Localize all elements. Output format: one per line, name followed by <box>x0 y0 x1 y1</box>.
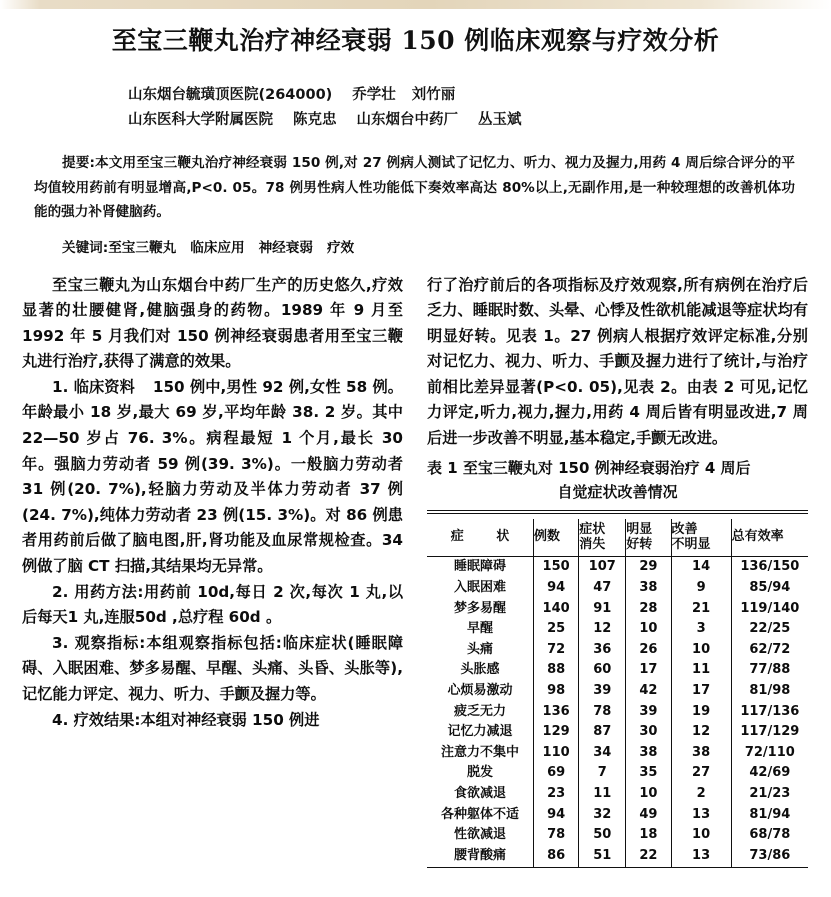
cell-total-rate: 81/98 <box>731 680 808 701</box>
table-caption-line-1: 表 1 至宝三鞭丸对 150 例神经衰弱治疗 4 周后 <box>427 458 751 477</box>
cell-total-rate: 21/23 <box>731 783 808 804</box>
cell-total-rate: 77/88 <box>731 660 808 681</box>
cell-total-rate: 85/94 <box>731 577 808 598</box>
table-row <box>427 783 808 804</box>
cell-symptom: 腰背酸痛 <box>453 847 506 863</box>
cell-disappeared: 34 <box>579 742 626 763</box>
keyword-item: 临床应用 <box>190 239 245 256</box>
cell-disappeared: 7 <box>579 763 626 784</box>
cell-cases: 98 <box>533 680 578 701</box>
cell-disappeared: 91 <box>579 598 626 619</box>
cell-disappeared: 87 <box>579 722 626 743</box>
keyword-item: 疗效 <box>326 239 355 256</box>
table-row <box>427 619 808 640</box>
table-row <box>427 763 808 784</box>
section-4-heading: 4. 疗效结果: <box>52 710 141 729</box>
cell-symptom: 各种躯体不适 <box>440 806 519 822</box>
journal-page <box>0 9 831 897</box>
table-row <box>427 556 808 577</box>
section-2-text: 用药前 10d,每日 2 次,每次 1 丸,以后每天1 丸,连服50d ,总疗程 60d 。 <box>22 582 404 627</box>
table-row <box>427 845 808 867</box>
cell-no-improvement: 12 <box>671 722 731 743</box>
table-row <box>427 701 808 722</box>
cell-total-rate: 136/150 <box>731 556 808 577</box>
cell-no-improvement: 27 <box>671 763 731 784</box>
cell-symptom: 睡眠障碍 <box>453 559 506 575</box>
keyword-item: 神经衰弱 <box>258 239 313 256</box>
table-1-top-rule <box>427 510 808 514</box>
cell-improved: 10 <box>626 619 671 640</box>
author-line-1 <box>0 83 831 108</box>
cell-disappeared: 12 <box>579 619 626 640</box>
cell-improved: 39 <box>626 701 671 722</box>
cell-symptom: 性欲减退 <box>453 827 506 843</box>
cell-symptom: 头痛 <box>466 641 493 657</box>
cell-total-rate: 42/69 <box>731 763 808 784</box>
cell-disappeared: 11 <box>579 783 626 804</box>
cell-disappeared: 51 <box>579 845 626 867</box>
keyword-item: 至宝三鞭丸 <box>108 239 177 256</box>
cell-disappeared: 47 <box>579 577 626 598</box>
table-row <box>427 639 808 660</box>
author-affiliation-block <box>0 83 831 133</box>
author-chen-kezhong: 陈克忠 <box>293 112 337 128</box>
scan-edge-band <box>0 0 831 9</box>
table-1-caption <box>427 456 808 504</box>
col-header-disappeared <box>579 519 626 557</box>
two-column-body <box>0 273 831 869</box>
cell-no-improvement: 21 <box>671 598 731 619</box>
paragraph-efficacy-continued: 行了治疗前后的各项指标及疗效观察,所有病例在治疗后乏力、睡眠时数、头晕、心悸及性欲机能减退等症状均有明显好转。见表 1。27 例病人根据疗效评定标准,分别对记忆力、视力、听力、手颤及握力进行了统计,与治疗前相比差异显著(P<0. 05),见表 2。由表 2 可见,记忆力评定,听力,视力,握力,用药 4 周后皆有明显改进,7 周后进一步改善不明显,基本稳定,手颤无改进。 <box>427 275 808 448</box>
cell-no-improvement: 17 <box>671 680 731 701</box>
table-row <box>427 742 808 763</box>
page-title: 至宝三鞭丸治疗神经衰弱 150 例临床观察与疗效分析 <box>111 26 720 55</box>
author-line-2 <box>0 108 831 133</box>
cell-disappeared: 32 <box>579 804 626 825</box>
col-header-symptom <box>427 519 533 557</box>
cell-improved: 42 <box>626 680 671 701</box>
affiliation-yantai-tcm-factory: 山东烟台中药厂 <box>356 112 458 128</box>
table-row <box>427 577 808 598</box>
cell-total-rate: 81/94 <box>731 804 808 825</box>
cell-disappeared: 39 <box>579 680 626 701</box>
cell-symptom: 早醒 <box>466 621 493 637</box>
table-head <box>427 519 808 557</box>
cell-improved: 30 <box>626 722 671 743</box>
cell-no-improvement: 9 <box>671 577 731 598</box>
cell-total-rate: 68/78 <box>731 825 808 846</box>
table-caption-line-2: 自觉症状改善情况 <box>557 482 678 501</box>
table-body <box>427 556 808 867</box>
col-header-improved-line1: 明显 <box>626 521 653 537</box>
cell-no-improvement: 38 <box>671 742 731 763</box>
section-efficacy-result <box>22 708 403 734</box>
cell-improved: 17 <box>626 660 671 681</box>
right-column <box>427 273 808 869</box>
cell-total-rate: 22/25 <box>731 619 808 640</box>
col-header-symptom-text: 症 状 <box>450 529 524 545</box>
keywords <box>0 237 831 259</box>
abstract-text: 本文用至宝三鞭丸治疗神经衰弱 150 例,对 27 例病人测试了记忆力、听力、视力及握力,用药 4 周后综合评分的平均值较用药前有明显增高,P<0. 05。78 例男性病人性功能低下奏效率高达 80%以上,无副作用,是一种较理想的改善机体功能的强力补肾健脑药。 <box>34 155 795 220</box>
table-row <box>427 660 808 681</box>
col-header-no-improvement <box>671 519 731 557</box>
cell-improved: 26 <box>626 639 671 660</box>
cell-improved: 22 <box>626 845 671 867</box>
col-header-total-rate: 总有效率 <box>731 519 808 557</box>
cell-symptom: 记忆力减退 <box>447 724 513 740</box>
col-header-no-improvement-line1: 改善 <box>671 521 698 537</box>
cell-total-rate: 73/86 <box>731 845 808 867</box>
affiliation-shandong-medical-univ: 山东医科大学附属医院 <box>128 112 273 128</box>
cell-no-improvement: 14 <box>671 556 731 577</box>
cell-improved: 28 <box>626 598 671 619</box>
cell-cases: 94 <box>533 577 578 598</box>
cell-cases: 23 <box>533 783 578 804</box>
table-row <box>427 804 808 825</box>
cell-cases: 86 <box>533 845 578 867</box>
col-header-improved-line2: 好转 <box>626 536 653 552</box>
cell-total-rate: 119/140 <box>731 598 808 619</box>
section-medication-method <box>22 580 403 631</box>
cell-cases: 25 <box>533 619 578 640</box>
col-header-improved <box>626 519 671 557</box>
section-4-text: 本组对神经衰弱 150 例进 <box>140 710 320 729</box>
left-column <box>22 273 403 869</box>
cell-disappeared: 60 <box>579 660 626 681</box>
table-row <box>427 722 808 743</box>
cell-no-improvement: 10 <box>671 825 731 846</box>
cell-total-rate: 117/129 <box>731 722 808 743</box>
cell-improved: 29 <box>626 556 671 577</box>
col-header-no-improvement-line2: 不明显 <box>671 536 711 552</box>
section-3-heading: 3. 观察指标: <box>52 633 146 652</box>
cell-total-rate: 117/136 <box>731 701 808 722</box>
abstract <box>0 151 831 225</box>
affiliation-yuhuangding: 山东烟台毓璜顶医院(264000) <box>128 87 333 103</box>
table-row <box>427 825 808 846</box>
table-row <box>427 680 808 701</box>
cell-improved: 49 <box>626 804 671 825</box>
cell-cases: 140 <box>533 598 578 619</box>
table-1-bottom-rule <box>427 867 808 868</box>
col-header-cases: 例数 <box>533 519 578 557</box>
cell-cases: 110 <box>533 742 578 763</box>
cell-disappeared: 36 <box>579 639 626 660</box>
cell-symptom: 疲乏无力 <box>453 703 506 719</box>
cell-cases: 150 <box>533 556 578 577</box>
cell-total-rate: 72/110 <box>731 742 808 763</box>
cell-symptom: 头胀感 <box>460 662 500 678</box>
cell-symptom: 梦多易醒 <box>453 600 506 616</box>
keywords-label: 关键词: <box>62 239 109 256</box>
cell-improved: 38 <box>626 742 671 763</box>
section-1-heading: 1. 临床资料 <box>52 377 135 396</box>
cell-no-improvement: 13 <box>671 845 731 867</box>
col-header-disappeared-line2: 消失 <box>579 536 606 552</box>
cell-cases: 72 <box>533 639 578 660</box>
cell-total-rate: 62/72 <box>731 639 808 660</box>
table-row <box>427 598 808 619</box>
cell-disappeared: 107 <box>579 556 626 577</box>
table-1-symptom-improvement <box>427 519 808 867</box>
abstract-label: 提要: <box>62 155 95 171</box>
cell-cases: 88 <box>533 660 578 681</box>
cell-improved: 10 <box>626 783 671 804</box>
cell-improved: 18 <box>626 825 671 846</box>
section-clinical-data <box>22 375 403 580</box>
cell-symptom: 心烦易激动 <box>447 683 513 698</box>
author-cong-yubin: 丛玉斌 <box>478 112 522 128</box>
cell-cases: 136 <box>533 701 578 722</box>
cell-cases: 69 <box>533 763 578 784</box>
paragraph-introduction: 至宝三鞭丸为山东烟台中药厂生产的历史悠久,疗效显著的壮腰健肾,健脑强身的药物。1989 年 9 月至 1992 年 5 月我们对 150 例神经衰弱患者用至宝三鞭丸进行治疗,获得了满意的效果。 <box>22 275 403 371</box>
table-header-row <box>427 519 808 557</box>
section-2-heading: 2. 用药方法: <box>52 582 144 601</box>
cell-improved: 38 <box>626 577 671 598</box>
cell-no-improvement: 13 <box>671 804 731 825</box>
cell-disappeared: 78 <box>579 701 626 722</box>
cell-symptom: 脱发 <box>466 765 493 781</box>
section-1-text: 150 例中,男性 92 例,女性 58 例。年龄最小 18 岁,最大 69 岁,平均年龄 38. 2 岁。其中 22—50 岁占 76. 3%。病程最短 1 个月,最长 30 年。强脑力劳动者 59 例(39. 3%)。一般脑力劳动者 31 例(20. 7%),轻脑力劳动及半体力劳动者 37 例(24. 7%),纯体力劳动者 23 例(15. 3%)。对 86 例患者用药前后做了脑电图,肝,肾功能及血尿常规检查。34 例做了脑 CT 扫描,其结果均无异常。 <box>22 377 403 576</box>
cell-disappeared: 50 <box>579 825 626 846</box>
cell-cases: 78 <box>533 825 578 846</box>
cell-symptom: 食欲减退 <box>453 785 506 801</box>
cell-no-improvement: 19 <box>671 701 731 722</box>
section-3-text: 本组观察指标包括:临床症状(睡眠障碍、入眠困难、梦多易醒、早醒、头痛、头昏、头胀等),记忆能力评定、视力、听力、手颤及握力等。 <box>22 633 404 703</box>
author-qiao-xuezhuang: 乔学壮 <box>352 87 396 103</box>
cell-cases: 94 <box>533 804 578 825</box>
cell-no-improvement: 3 <box>671 619 731 640</box>
cell-symptom: 入眠困难 <box>453 580 506 596</box>
cell-cases: 129 <box>533 722 578 743</box>
col-header-disappeared-line1: 症状 <box>579 521 606 537</box>
cell-no-improvement: 2 <box>671 783 731 804</box>
author-liu-zhuli: 刘竹丽 <box>411 87 456 103</box>
cell-symptom: 注意力不集中 <box>440 744 519 760</box>
cell-improved: 35 <box>626 763 671 784</box>
section-observation-index <box>22 631 403 708</box>
cell-no-improvement: 11 <box>671 660 731 681</box>
table-1-top-rule-inner <box>427 513 808 514</box>
cell-no-improvement: 10 <box>671 639 731 660</box>
